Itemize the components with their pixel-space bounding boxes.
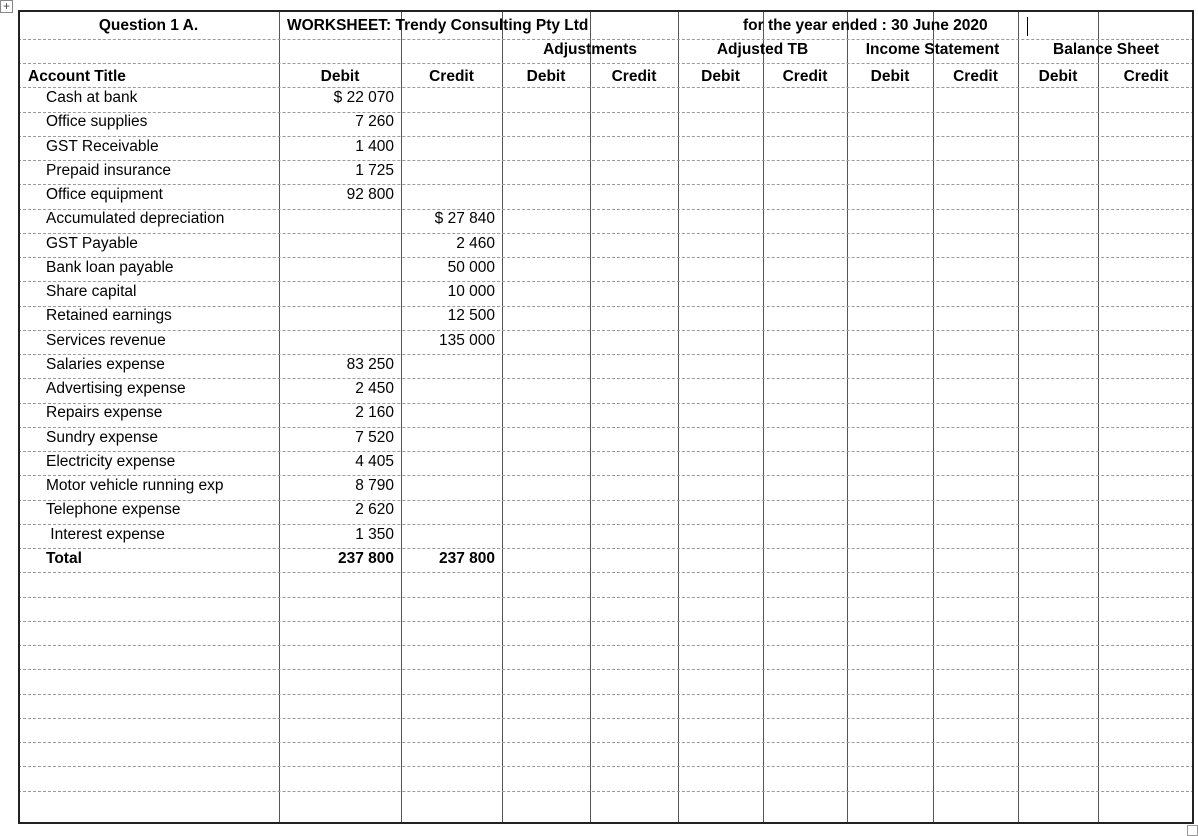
credit-amount (401, 160, 495, 182)
account-name: Advertising expense (46, 380, 186, 397)
credit-amount: 50 000 (447, 259, 495, 276)
credit-amount: 12 500 (447, 307, 495, 324)
adjusted-tb-header: Adjusted TB (716, 41, 809, 58)
account-name: GST Receivable (46, 138, 159, 155)
worksheet-table (18, 10, 1194, 824)
debit-amount: 83 250 (346, 356, 394, 373)
bs-debit-header: Debit (1038, 68, 1078, 85)
credit-amount (401, 475, 495, 497)
text-cursor (1027, 17, 1028, 36)
debit-amount: 1 725 (355, 162, 394, 179)
tb-debit-header: Debit (320, 68, 360, 85)
income-statement-header: Income Statement (865, 41, 1000, 58)
debit-amount: 1 350 (355, 526, 394, 543)
is-debit-header: Debit (870, 68, 910, 85)
debit-amount (279, 330, 394, 352)
debit-amount: $ 22 070 (333, 89, 394, 106)
balance-sheet-header: Balance Sheet (1053, 41, 1159, 58)
credit-amount (401, 111, 495, 133)
debit-amount: 1 400 (355, 138, 394, 155)
credit-amount (401, 499, 495, 521)
credit-amount: 2 460 (456, 235, 495, 252)
account-name: Repairs expense (46, 404, 163, 421)
is-credit-header: Credit (953, 68, 998, 85)
credit-amount: $ 27 840 (434, 210, 495, 227)
debit-amount: 2 450 (355, 380, 394, 397)
account-name: Prepaid insurance (46, 162, 171, 179)
debit-amount: 92 800 (346, 186, 394, 203)
debit-amount (279, 305, 394, 327)
adjustments-header: Adjustments (543, 41, 637, 58)
debit-amount (279, 281, 394, 303)
credit-amount (401, 354, 495, 376)
account-name: Bank loan payable (46, 259, 174, 276)
account-name: Share capital (46, 283, 137, 300)
debit-amount (279, 257, 394, 279)
account-name: Office supplies (46, 113, 148, 130)
debit-amount: 7 520 (355, 429, 394, 446)
account-name: Services revenue (46, 332, 166, 349)
debit-amount: 8 790 (355, 477, 394, 494)
adj-debit-header: Debit (526, 68, 566, 85)
account-name: Telephone expense (46, 501, 181, 518)
account-name: GST Payable (46, 235, 138, 252)
account-name: Motor vehicle running exp (46, 477, 224, 494)
account-name: Accumulated depreciation (46, 210, 225, 227)
debit-amount (279, 233, 394, 255)
atb-debit-header: Debit (701, 68, 740, 85)
account-title-header: Account Title (28, 68, 126, 85)
debit-amount: 7 260 (355, 113, 394, 130)
adj-credit-header: Credit (611, 68, 657, 85)
account-name: Salaries expense (46, 356, 165, 373)
resize-handle[interactable] (1187, 825, 1198, 836)
credit-amount (401, 136, 495, 158)
credit-amount (401, 524, 495, 546)
account-name: Total (46, 550, 82, 567)
credit-amount (401, 378, 495, 400)
account-name: Interest expense (46, 526, 165, 543)
bs-credit-header: Credit (1123, 68, 1169, 85)
account-name: Cash at bank (46, 89, 138, 106)
credit-amount: 135 000 (438, 332, 495, 349)
account-name: Retained earnings (46, 307, 172, 324)
credit-amount (401, 427, 495, 449)
credit-amount (401, 451, 495, 473)
tb-credit-header: Credit (429, 68, 474, 85)
account-name: Electricity expense (46, 453, 176, 470)
account-name: Office equipment (46, 186, 163, 203)
credit-amount (401, 87, 495, 109)
credit-amount: 237 800 (438, 550, 495, 567)
debit-amount: 237 800 (337, 550, 394, 567)
table-move-handle[interactable]: + (0, 0, 13, 13)
debit-amount: 2 620 (355, 501, 394, 518)
atb-credit-header: Credit (782, 68, 828, 85)
question-label: Question 1 A. (98, 17, 199, 34)
debit-amount: 2 160 (355, 404, 394, 421)
debit-amount: 4 405 (355, 453, 394, 470)
account-name: Sundry expense (46, 429, 159, 446)
debit-amount (279, 208, 394, 230)
credit-amount (401, 402, 495, 424)
period-label: for the year ended : 30 June 2020 (743, 17, 988, 34)
worksheet-title: WORKSHEET: Trendy Consulting Pty Ltd (287, 17, 589, 34)
credit-amount: 10 000 (447, 283, 495, 300)
credit-amount (401, 184, 495, 206)
